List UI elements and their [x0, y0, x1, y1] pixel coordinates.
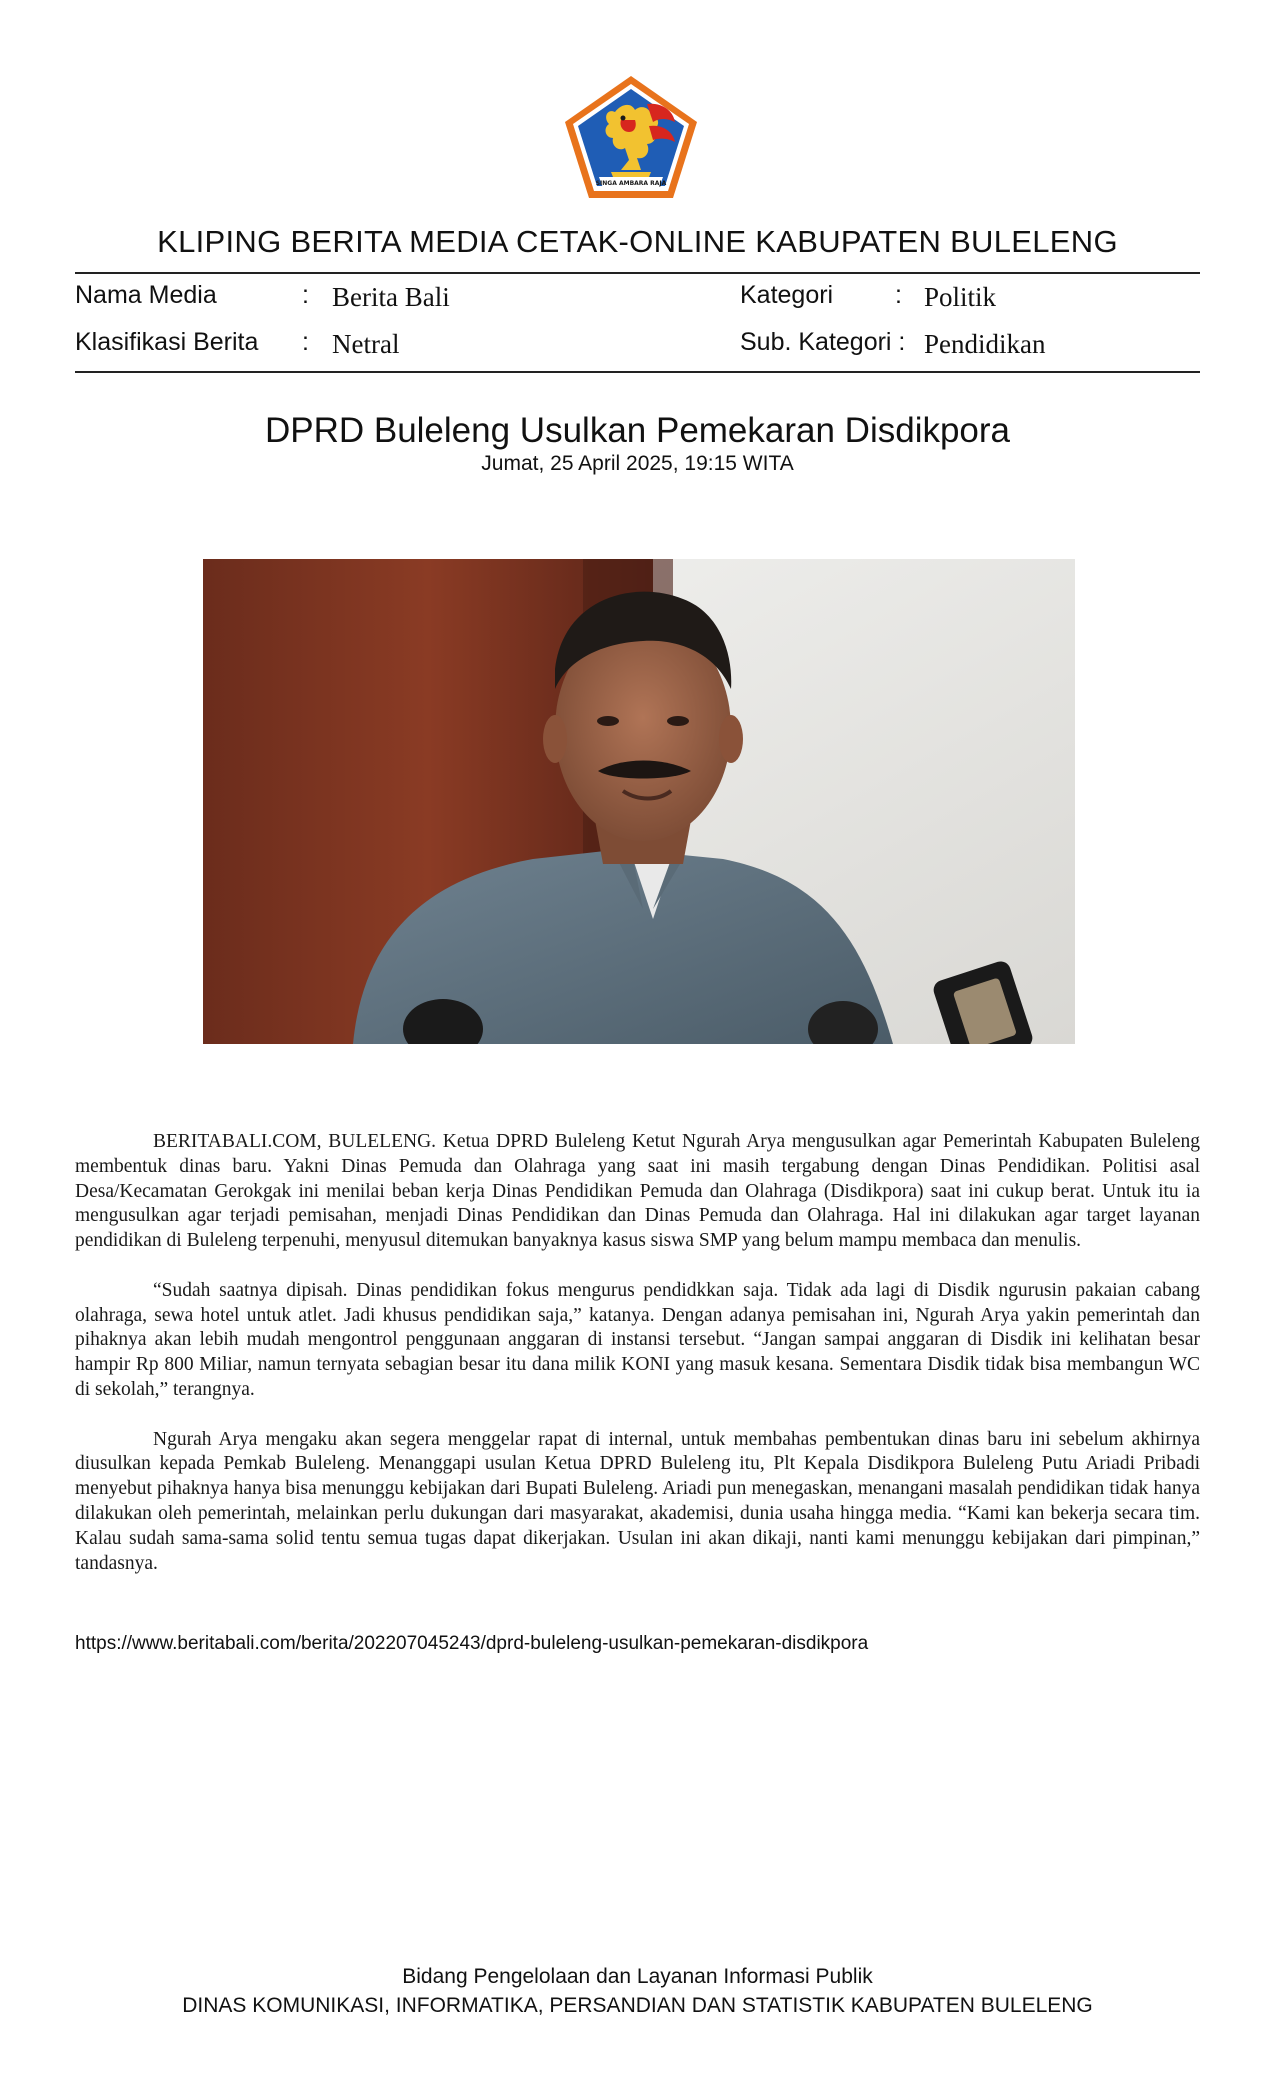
top-rule [75, 272, 1200, 274]
subkategori-value: Pendidikan [924, 329, 1046, 359]
klasifikasi-row [75, 327, 258, 357]
kategori-label: Kategori [740, 281, 834, 309]
clipping-title: KLIPING BERITA MEDIA CETAK-ONLINE KABUPATEN BULELENG [157, 224, 1118, 259]
logo-motto: SINGA AMBARA RAJA [595, 180, 667, 187]
article-paragraph-3: Ngurah Arya mengaku akan segera menggelar rapat di internal, untuk membahas pembentukan dinas baru ini sebelum akhirnya diusulkan kepada Pemkab Buleleng. Menanggapi usulan Ketua DPRD Buleleng itu, Plt Kepala Disdikpora Buleleng Putu Ariadi Pribadi menyebut pihaknya hanya bisa menunggu kebijakan dari Bupati Buleleng. Ariadi pun menegaskan, menangani masalah pendidikan tidak hanya dilakukan oleh pemerintah, melainkan perlu dukungan dari masyarakat, akademisi, dunia usaha hingga media. “Kami kan bekerja secara tim. Kalau sudah sama-sama solid tentu semua tugas dapat dikerjakan. Usulan ini akan dikaji, nanti kami menunggu kebijakan dari pimpinan,” tandasnya. [75, 1428, 1200, 1574]
footer-division: Bidang Pengelolaan dan Layanan Informasi Publik [402, 1965, 873, 1988]
kategori-value-wrap [924, 282, 996, 313]
article-body [75, 1130, 1200, 1601]
media-row [75, 280, 217, 310]
subkategori-value-wrap [924, 329, 1046, 360]
kategori-row [740, 280, 833, 310]
klasifikasi-label: Klasifikasi Berita [75, 328, 259, 356]
article-headline: DPRD Buleleng Usulkan Pemekaran Disdikpora [264, 411, 1011, 450]
source-link[interactable]: https://www.beritabali.com/berita/202207045243/dprd-buleleng-usulkan-pemekaran-disdikpora [75, 1633, 869, 1654]
article-dateline: Jumat, 25 April 2025, 19:15 WITA [481, 452, 794, 475]
bottom-rule [75, 371, 1200, 373]
footer-agency: DINAS KOMUNIKASI, INFORMATIKA, PERSANDIAN DAN STATISTIK KABUPATEN BULELENG [182, 1994, 1093, 2017]
article-paragraph-2: “Sudah saatnya dipisah. Dinas pendidikan fokus mengurus pendidkkan saja. Tidak ada lagi di Disdik ngurusin pakaian cabang olahraga, sewa hotel untuk atlet. Jadi khusus pendidikan saja,” katanya. Dengan adanya pemisahan ini, Ngurah Arya yakin pemerintah dan pihaknya akan lebih mudah mengontrol penggunaan anggaran di instansi tersebut. “Jangan sampai anggaran di Disdik ini kelihatan besar hampir Rp 800 Miliar, namun ternyata sebagian besar itu dana milik KONI yang masuk kesana. Sementara Disdik tidak bisa membangun WC di sekolah,” terangnya. [75, 1279, 1200, 1400]
kategori-value: Politik [924, 282, 997, 312]
subkategori-label: Sub. Kategori : [740, 328, 906, 356]
media-value-wrap [332, 282, 450, 313]
media-colon: : [302, 281, 309, 309]
buleleng-emblem-logo [563, 74, 699, 200]
klasifikasi-colon: : [302, 328, 309, 356]
media-label: Nama Media [75, 281, 217, 309]
article-photo [203, 559, 1075, 1044]
klasifikasi-value-wrap [332, 329, 399, 360]
kategori-colon: : [895, 281, 902, 309]
klasifikasi-value: Netral [332, 329, 400, 359]
subkategori-row [740, 327, 905, 357]
article-paragraph-1: BERITABALI.COM, BULELENG. Ketua DPRD Buleleng Ketut Ngurah Arya mengusulkan agar Pemerintah Kabupaten Buleleng membentuk dinas baru. Yakni Dinas Pemuda dan Olahraga yang saat ini masih tergabung dengan Dinas Pendidikan. Politisi asal Desa/Kecamatan Gerokgak ini menilai beban kerja Dinas Pendidikan Pemuda dan Olahraga (Disdikpora) saat ini cukup berat. Untuk itu ia mengusulkan agar terjadi pemisahan, menjadi Dinas Pendidikan dan Dinas Pemuda dan Olahraga. Hal ini dilakukan agar target layanan pendidikan di Buleleng terpenuhi, menyusul ditemukan banyaknya kasus siswa SMP yang belum mampu membaca dan menulis. [75, 1131, 1200, 1252]
media-value: Berita Bali [332, 282, 450, 312]
